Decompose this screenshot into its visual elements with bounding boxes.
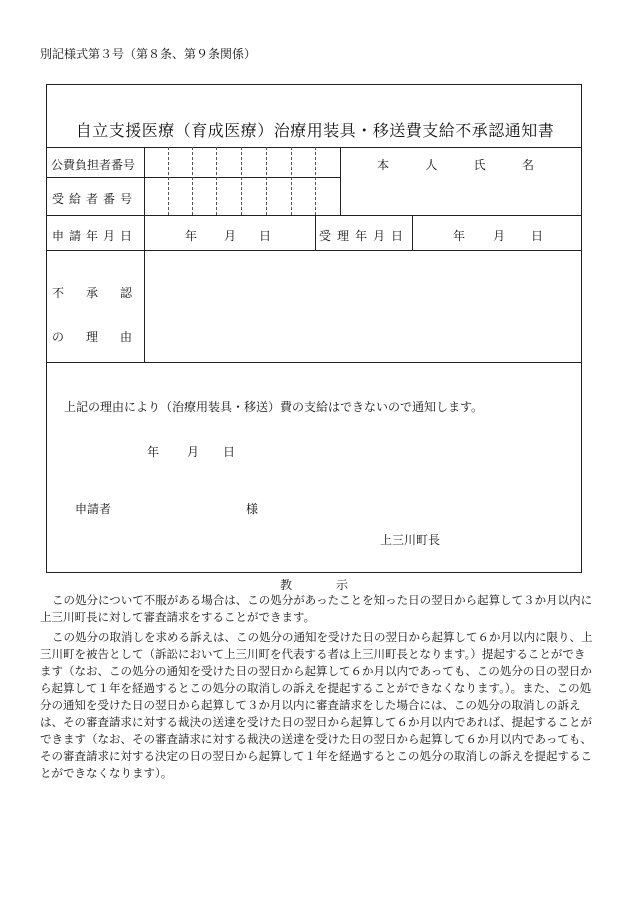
digit-divider [168,147,169,215]
receipt-year-unit: 年 [453,229,466,243]
notice-message: 上記の理由により（治療用装具・移送）費の支給はできないので通知します。 [64,400,484,414]
notice-year-unit: 年 [147,445,160,459]
digit-divider [291,147,292,215]
application-day-unit: 日 [259,229,272,243]
rule-label-column [144,147,145,362]
form-number-header: 別記様式第３号（第８条、第９条関係） [40,47,257,61]
rule-number-bottom [47,215,581,216]
recipient-number-label: 受 給 者 番 号 [52,192,132,206]
digit-divider [315,147,316,215]
issuer-name: 上三川町長 [380,533,441,547]
rule-number-mid [47,177,340,178]
form-title: 自立支援医療（育成医療）治療用装具・移送費支給不承認通知書 [75,121,555,140]
rule-date-bottom [47,250,581,251]
rule-title-bottom [47,147,581,148]
digit-divider [216,147,217,215]
application-month-unit: 月 [224,229,237,243]
rule-receipt-right [412,215,413,250]
applicant-label: 申請者 [75,502,112,516]
honorific-label: 様 [246,502,259,516]
application-year-unit: 年 [185,229,198,243]
notice-form [46,84,582,573]
digit-divider [192,147,193,215]
instruction-paragraph-1: この処分について不服がある場合は、この処分があったことを知った日の翌日から起算して３か月以内に上三川町長に対して審査請求をすることができます。 [40,593,593,624]
digit-divider [241,147,242,215]
digit-divider [266,147,267,215]
instruction-paragraph-2: この処分の取消しを求める訴えは、この処分の通知を受けた日の翌日から起算して６か月以内に限り、上三川町を被告として（訴訟において上三川町を代表する者は上三川町長となります。）提起することができます（なお、この処分の通知を受けた日の翌日から起算して６か月以内であっても、この処分の日の翌日から起算して１年を経過するとこの処分の取消しの訴えを提起することができなくなります。）。また、この処分の通知を受けた日の翌日から起算して３か月以内に審査請求をした場合には、この処分の取消しの訴えは、その審査請求に対する裁決の送達を受けた日の翌日から起算して６か月以内であれば、提起することができます（なお、その審査請求に対する裁決の送達を受けた日の翌日から起算して６か月以内であっても、その審査請求に対する決定の日の翌日から起算して１年を経過するとこの処分の取消しの訴えを提起することができなくなります）。 [40,630,593,780]
notice-month-unit: 月 [187,445,200,459]
rule-reason-bottom [47,362,581,363]
rule-receipt-left [315,215,316,250]
application-date-label: 申 請 年 月 日 [52,229,132,243]
reason-label-line2: の 理 由 [52,330,132,344]
receipt-month-unit: 月 [493,229,506,243]
receipt-date-label: 受 理 年 月 日 [319,229,403,243]
reason-label-line1: 不 承 認 [52,286,132,300]
payer-number-label: 公費負担者番号 [51,158,136,172]
receipt-day-unit: 日 [531,229,544,243]
notice-day-unit: 日 [223,445,236,459]
person-name-label: 本 人 氏 名 [377,158,534,172]
rule-name-column [340,147,341,215]
instruction-heading: 教 示 [279,578,350,592]
